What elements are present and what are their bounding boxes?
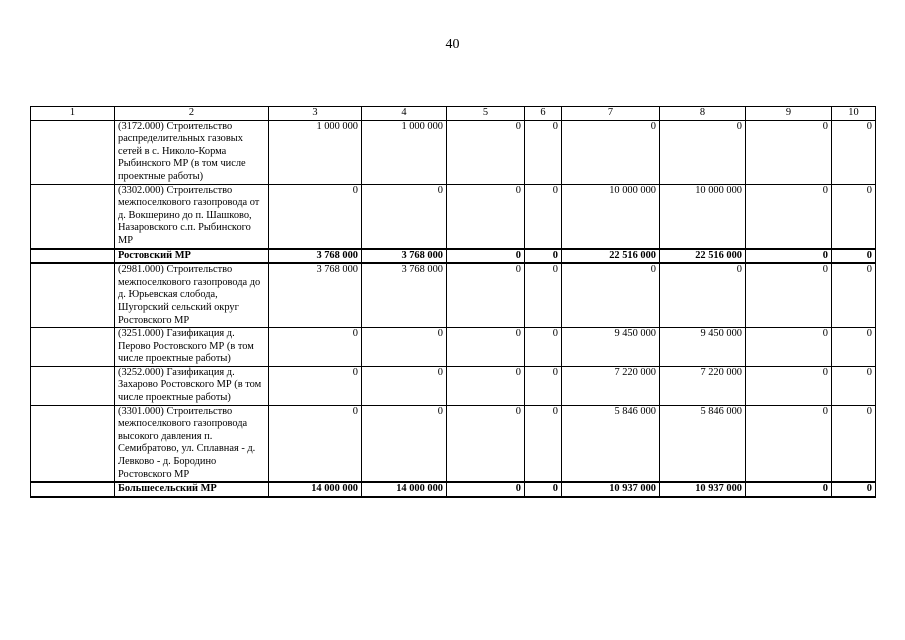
value-cell: 0 [525,405,562,482]
value-cell: 0 [746,366,832,405]
value-cell: 7 220 000 [562,366,660,405]
project-name: (3252.000) Газификация д. Захарово Ростовского МР (в том числе проектные работы) [115,366,269,405]
value-cell: 0 [447,482,525,497]
value-cell: 10 000 000 [660,184,746,248]
value-cell: 0 [362,366,447,405]
subtotal-row [31,482,876,497]
value-cell: 0 [525,120,562,184]
row-code-cell [31,120,115,184]
value-cell: 0 [447,405,525,482]
value-cell: 0 [832,405,876,482]
row-code-cell [31,263,115,327]
value-cell: 9 450 000 [562,328,660,367]
value-cell: 0 [447,120,525,184]
row-code-cell [31,328,115,367]
value-cell: 0 [832,482,876,497]
value-cell: 5 846 000 [660,405,746,482]
value-cell: 0 [832,184,876,248]
value-cell: 14 000 000 [362,482,447,497]
value-cell: 0 [447,366,525,405]
table-row [31,405,876,482]
column-number: 1 [31,107,115,121]
column-number: 6 [525,107,562,121]
project-name: (3251.000) Газификация д. Перово Ростовского МР (в том числе проектные работы) [115,328,269,367]
value-cell: 10 937 000 [562,482,660,497]
value-cell: 5 846 000 [562,405,660,482]
district-name: Ростовский МР [115,249,269,264]
value-cell: 22 516 000 [562,249,660,264]
value-cell: 0 [562,263,660,327]
value-cell: 0 [562,120,660,184]
value-cell: 0 [447,328,525,367]
column-number: 8 [660,107,746,121]
project-name: (2981.000) Строительство межпоселкового газопровода до д. Юрьевская слобода, Шугорский сельский округ Ростовского МР [115,263,269,327]
value-cell: 3 768 000 [362,249,447,264]
value-cell: 10 937 000 [660,482,746,497]
value-cell: 0 [525,249,562,264]
column-number: 3 [269,107,362,121]
value-cell: 0 [269,328,362,367]
value-cell: 0 [525,328,562,367]
value-cell: 0 [746,249,832,264]
value-cell: 0 [746,184,832,248]
value-cell: 7 220 000 [660,366,746,405]
value-cell: 0 [746,263,832,327]
value-cell: 0 [746,482,832,497]
value-cell: 0 [746,405,832,482]
value-cell: 0 [525,184,562,248]
value-cell: 0 [362,328,447,367]
value-cell: 0 [362,184,447,248]
budget-table [30,106,876,498]
value-cell: 3 768 000 [269,249,362,264]
column-numbers-row [31,107,876,121]
project-name: (3302.000) Строительство межпоселкового газопровода от д. Вокшерино до п. Шашково, Назаровского с.п. Рыбинского МР [115,184,269,248]
value-cell: 0 [832,366,876,405]
value-cell: 0 [525,263,562,327]
value-cell: 0 [525,482,562,497]
table-row [31,366,876,405]
column-number: 9 [746,107,832,121]
value-cell: 0 [832,328,876,367]
row-code-cell [31,405,115,482]
table-row [31,184,876,248]
district-name: Большесельский МР [115,482,269,497]
value-cell: 0 [447,249,525,264]
value-cell: 1 000 000 [362,120,447,184]
column-number: 2 [115,107,269,121]
value-cell: 10 000 000 [562,184,660,248]
value-cell: 1 000 000 [269,120,362,184]
column-number: 5 [447,107,525,121]
value-cell: 0 [269,184,362,248]
page-number: 40 [445,37,460,52]
value-cell: 0 [362,405,447,482]
row-code-cell [31,366,115,405]
value-cell: 3 768 000 [269,263,362,327]
table-row [31,263,876,327]
value-cell: 0 [269,366,362,405]
value-cell: 0 [832,120,876,184]
value-cell: 0 [269,405,362,482]
value-cell: 0 [447,184,525,248]
value-cell: 0 [746,120,832,184]
subtotal-row [31,249,876,264]
column-number: 10 [832,107,876,121]
value-cell: 9 450 000 [660,328,746,367]
row-code-cell [31,249,115,264]
value-cell: 14 000 000 [269,482,362,497]
value-cell: 0 [832,249,876,264]
value-cell: 0 [447,263,525,327]
value-cell: 0 [660,263,746,327]
value-cell: 3 768 000 [362,263,447,327]
project-name: (3172.000) Строительство распределительных газовых сетей в с. Николо-Корма Рыбинского МР (в том числе проектные работы) [115,120,269,184]
value-cell: 0 [746,328,832,367]
column-number: 7 [562,107,660,121]
value-cell: 0 [525,366,562,405]
value-cell: 0 [660,120,746,184]
table-row [31,120,876,184]
table-row [31,328,876,367]
row-code-cell [31,184,115,248]
column-number: 4 [362,107,447,121]
value-cell: 22 516 000 [660,249,746,264]
row-code-cell [31,482,115,497]
project-name: (3301.000) Строительство межпоселкового газопровода высокого давления п. Семибратово, ул. Сплавная - д. Левково - д. Бородино Ростовского МР [115,405,269,482]
value-cell: 0 [832,263,876,327]
